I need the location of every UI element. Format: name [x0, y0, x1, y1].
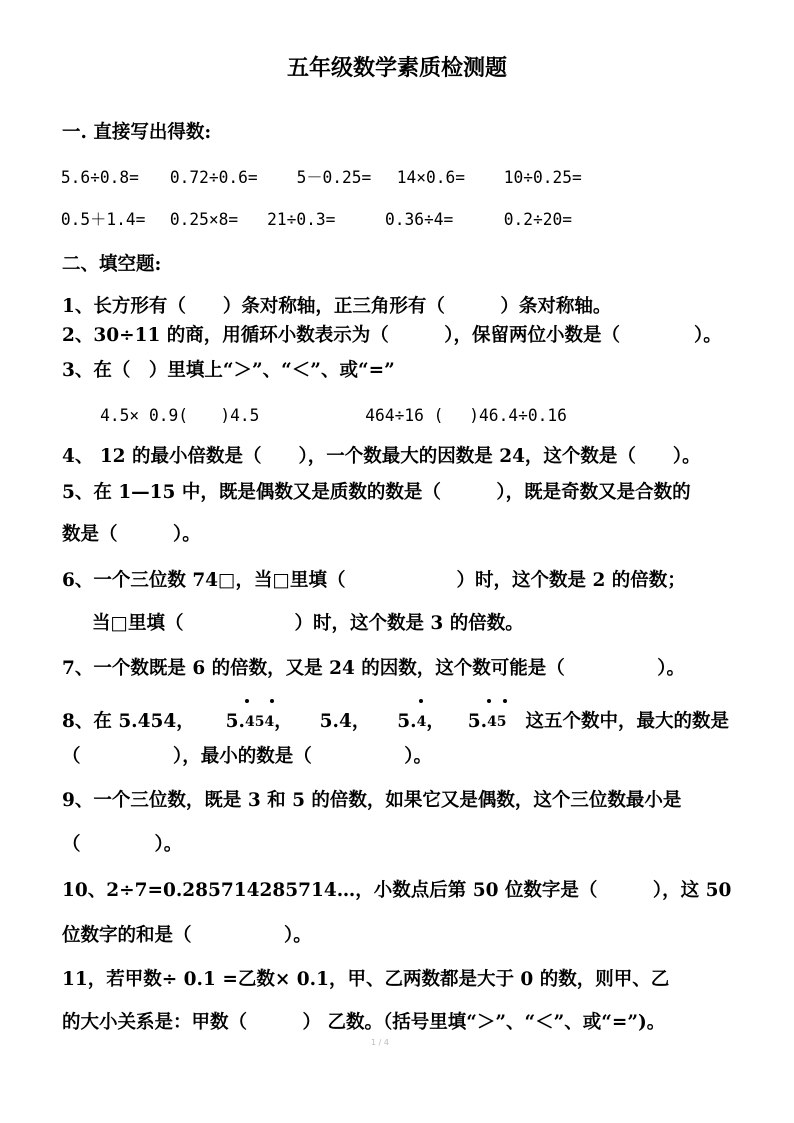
- q8-separator: ，: [426, 711, 445, 732]
- repeating-digits: 45: [487, 714, 507, 730]
- section1-heading: 一. 直接写出得数:: [62, 122, 212, 143]
- repeat-dot: [419, 699, 423, 703]
- question-10-line-2: 位数字的和是（ ）。: [62, 925, 312, 946]
- question-2: 2、30÷11 的商，用循环小数表示为（ ），保留两位小数是（ ）。: [62, 325, 722, 346]
- question-11-line-1: 11，若甲数÷ 0.1 =乙数× 0.1，甲、乙两数都是大于 0 的数，则甲、乙: [62, 969, 670, 990]
- q8-number-int: 5.: [397, 711, 417, 732]
- repeat-dot: [245, 699, 249, 703]
- q8-number-int: 5.: [467, 711, 488, 732]
- question-5-line-1: 5、在 1—15 中，既是偶数又是质数的数是（ ），既是奇数又是合数的: [62, 482, 691, 503]
- q8-lead: 8、在 5.454，: [62, 711, 195, 732]
- calc-item: 5－0.25=: [296, 168, 372, 187]
- repeating-digits: 454: [244, 714, 275, 730]
- question-7: 7、一个数既是 6 的倍数，又是 24 的因数，这个数可能是（ ）。: [62, 658, 686, 679]
- question-6-line-1: 6、一个三位数 74□，当□里填（ ）时，这个数是 2 的倍数；: [62, 570, 686, 591]
- repeat-dot: [487, 699, 491, 703]
- question-4: 4、 12 的最小倍数是（ ），一个数最大的因数是 24，这个数是（ ）。: [62, 446, 701, 467]
- compare-item: 464÷16 ( )46.4÷0.16: [365, 406, 567, 425]
- q8-number-int: 5.: [225, 711, 245, 732]
- calc-item: 0.5＋1.4=: [60, 210, 146, 229]
- calc-item: 0.2÷20=: [503, 210, 573, 229]
- page-number: 1 / 4: [371, 1038, 389, 1047]
- question-5-line-2: 数是（ ）。: [62, 524, 201, 545]
- question-1: 1、长方形有（ ）条对称轴，正三角形有（ ）条对称轴。: [62, 296, 612, 317]
- question-8-line-1: [62, 709, 729, 733]
- q8-number: 5.4，: [319, 711, 371, 732]
- calc-item: 10÷0.25=: [503, 168, 582, 187]
- calc-item: 0.36÷4=: [384, 210, 454, 229]
- question-10-line-1: 10、2÷7=0.285714285714…，小数点后第 50 位数字是（ ），这 50: [62, 880, 732, 901]
- calc-item: 0.25×8=: [169, 210, 239, 229]
- calc-item: 21÷0.3=: [267, 210, 336, 229]
- page-title: 五年级数学素质检测题: [286, 55, 507, 81]
- question-6-line-2: 当□里填（ ）时，这个数是 3 的倍数。: [92, 613, 524, 634]
- repeating-digits: 4: [416, 714, 427, 730]
- question-3: 3、在（ ）里填上“＞”、“＜”、或“=”: [62, 360, 395, 381]
- question-11-line-2: 的大小关系是：甲数（ ） 乙数。（括号里填“＞”、“＜”、或“=”)。: [62, 1012, 666, 1033]
- repeating-decimal: [417, 709, 427, 733]
- repeating-decimal: [245, 709, 274, 733]
- section2-heading: 二、填空题:: [62, 254, 162, 275]
- repeating-decimal: [487, 709, 506, 733]
- question-9-line-2: （ ）。: [62, 834, 183, 855]
- calc-item: 14×0.6=: [396, 168, 466, 187]
- q8-separator: ，: [274, 711, 293, 732]
- repeat-dot: [503, 699, 507, 703]
- calc-item: 0.72÷0.6=: [169, 168, 258, 187]
- repeat-dot: [270, 699, 274, 703]
- question-8-line-2: （ ），最小的数是（ ）。: [62, 746, 433, 767]
- calc-item: 5.6÷0.8=: [60, 168, 139, 187]
- q8-tail: 这五个数中，最大的数是: [525, 711, 729, 732]
- question-9-line-1: 9、一个三位数，既是 3 和 5 的倍数，如果它又是偶数，这个三位数最小是: [62, 790, 682, 811]
- compare-item: 4.5× 0.9( )4.5: [100, 406, 260, 425]
